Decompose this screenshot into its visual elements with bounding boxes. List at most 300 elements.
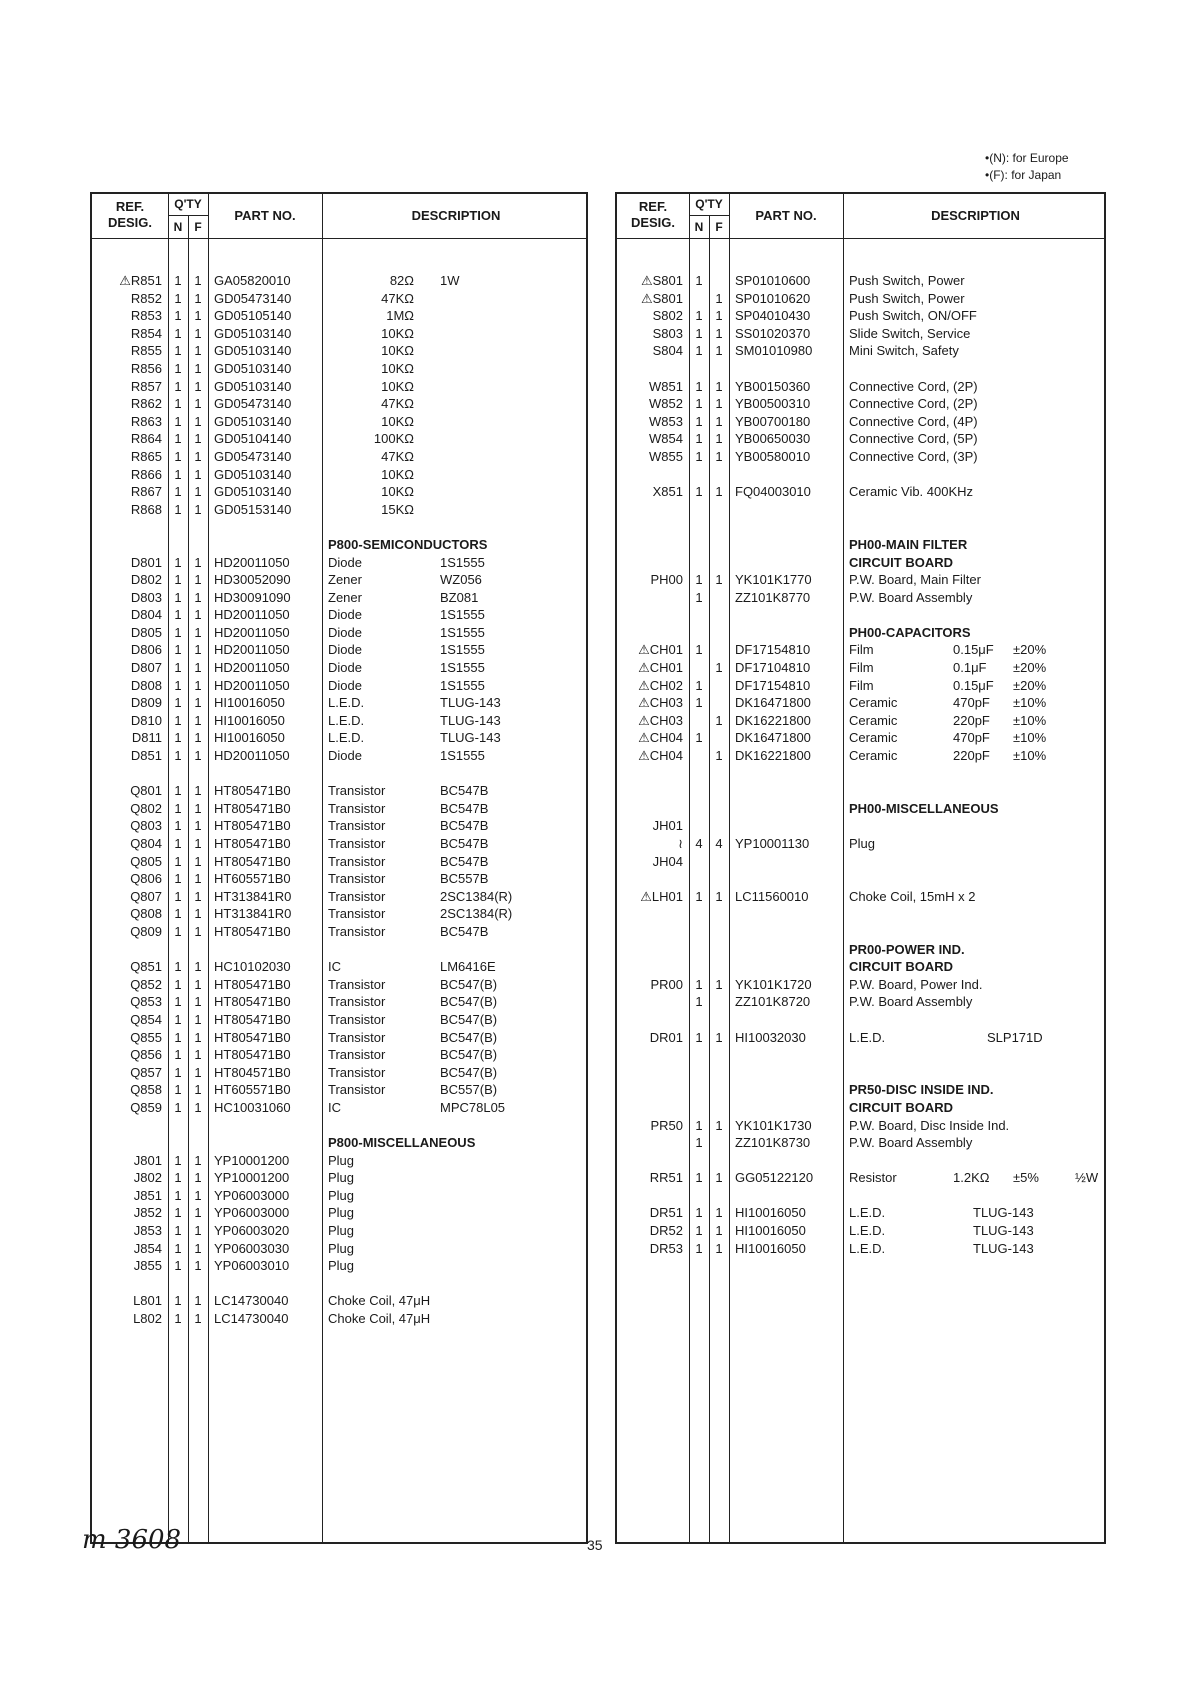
cell-f: 1: [194, 1170, 202, 1186]
table-row: [92, 1257, 586, 1275]
header-f: F: [194, 220, 202, 234]
cell-part: HT805471B0: [214, 818, 291, 834]
cell-n: 1: [695, 642, 703, 658]
cell-n: 1: [695, 572, 703, 588]
cell-d2: 2SC1384(R): [440, 906, 513, 922]
cell-d2: BC547B: [440, 818, 489, 834]
cell-d2: BC547(B): [440, 1047, 498, 1063]
table-row: [92, 448, 586, 466]
cell-ref: J854: [133, 1240, 162, 1256]
cell-f: 1: [194, 431, 202, 447]
cell-f: 1: [194, 959, 202, 975]
cell-d1: Transistor: [328, 888, 386, 904]
cell-part: LC14730040: [214, 1293, 289, 1309]
cell-d1: Slide Switch, Service: [849, 325, 971, 341]
cell-n: 1: [174, 360, 182, 376]
cell-ref: ⚠CH01: [638, 642, 683, 658]
cell-part: ZZ101K8770: [735, 589, 811, 605]
cell-f: 1: [715, 712, 723, 728]
cell-d1: Film: [849, 677, 874, 693]
cell-part: DK16221800: [735, 748, 811, 764]
table-row: [617, 518, 1104, 536]
table-row: [92, 1081, 586, 1099]
table-row: [92, 677, 586, 695]
cell-sec: PH00-MAIN FILTER: [849, 536, 968, 552]
table-row: [617, 360, 1104, 378]
table-row: [617, 571, 1104, 589]
cell-d2: 1S1555: [440, 624, 485, 640]
cell-f: 1: [194, 466, 202, 482]
cell-ref: Q805: [130, 853, 162, 869]
table-row: [617, 466, 1104, 484]
cell-sec: CIRCUIT BOARD: [849, 1099, 953, 1115]
table-row: [92, 976, 586, 994]
header-qty: Q'TY: [174, 197, 202, 211]
cell-f: 1: [715, 343, 723, 359]
table-row: [92, 1275, 586, 1293]
cell-n: 1: [174, 836, 182, 851]
table-row: [92, 325, 586, 343]
cell-d1: Film: [849, 642, 874, 658]
cell-n: 1: [174, 1240, 182, 1256]
table-row: [92, 1046, 586, 1064]
table-row: [92, 1064, 586, 1082]
cell-ref: D802: [130, 572, 162, 588]
cell-d2: BC547(B): [440, 1029, 498, 1045]
cell-d2: BZ081: [440, 589, 479, 605]
cell-n: 1: [174, 783, 182, 799]
table-row: [617, 1011, 1104, 1029]
cell-sec: P800-MISCELLANEOUS: [328, 1135, 476, 1151]
cell-f: 1: [715, 431, 723, 447]
cell-f: 1: [194, 484, 202, 500]
cell-d1: Push Switch, Power: [849, 290, 965, 306]
cell-f: 1: [194, 783, 202, 799]
cell-n: 1: [174, 607, 182, 623]
table-row: [617, 659, 1104, 677]
cell-part: HT805471B0: [214, 976, 291, 992]
table-row: [617, 378, 1104, 396]
cell-f: 1: [194, 712, 202, 728]
table-row: [92, 1222, 586, 1240]
cell-n: 1: [695, 343, 703, 359]
cell-ref: ⚠CH04: [638, 748, 683, 764]
cell-ref: Q857: [130, 1064, 162, 1080]
table-row: [617, 923, 1104, 941]
cell-d2: TLUG-143: [440, 695, 501, 711]
table-row: [617, 765, 1104, 783]
cell-d3: ±20%: [1013, 677, 1047, 693]
cell-d1: Transistor: [328, 1011, 386, 1027]
cell-d2: TLUG-143: [440, 730, 501, 746]
cell-part: GD05105140: [214, 308, 292, 324]
cell-part: DK16471800: [735, 730, 811, 746]
cell-ref: ⚠CH03: [638, 712, 683, 728]
cell-ref: ⚠CH04: [638, 730, 683, 746]
cell-part: GD05103140: [214, 466, 292, 482]
cell-part: HI10016050: [735, 1223, 806, 1239]
header-f-right: F: [715, 220, 723, 234]
cell-part: GD05473140: [214, 448, 292, 464]
header-n-right: N: [694, 220, 704, 234]
table-row: [92, 1099, 586, 1117]
cell-part: YK101K1720: [735, 976, 812, 992]
table-row: [617, 1240, 1104, 1258]
cell-ref: R868: [130, 501, 162, 517]
table-row: [92, 1011, 586, 1029]
cell-f: 1: [194, 624, 202, 640]
table-row: [92, 1029, 586, 1047]
cell-ref: R855: [130, 343, 162, 359]
cell-part: FQ04003010: [735, 484, 811, 500]
cell-d1: Push Switch, ON/OFF: [849, 308, 977, 324]
table-row: [617, 1134, 1104, 1152]
cell-part: HT805471B0: [214, 1011, 291, 1027]
cell-n: 1: [174, 378, 182, 394]
table-row: [617, 1029, 1104, 1047]
cell-ref: D805: [130, 624, 162, 640]
cell-ref: W853: [649, 413, 683, 429]
cell-d1: P.W. Board Assembly: [849, 994, 973, 1010]
cell-ref: Q806: [130, 871, 162, 887]
cell-f: 1: [715, 1223, 723, 1239]
cell-n: 1: [695, 1029, 703, 1045]
table-row: [617, 325, 1104, 343]
table-row: [617, 501, 1104, 519]
cell-n: 1: [695, 308, 703, 324]
table-row: [617, 1064, 1104, 1082]
cell-f: 1: [715, 448, 723, 464]
cell-ref: R856: [130, 360, 162, 376]
cell-f: 1: [194, 730, 202, 746]
cell-part: HC10102030: [214, 959, 291, 975]
cell-d1: Plug: [328, 1152, 355, 1168]
table-row: [92, 1117, 586, 1135]
cell-ref: D804: [130, 607, 162, 623]
cell-n: 1: [174, 923, 182, 939]
cell-part: YP06003000: [214, 1187, 290, 1203]
table-row: [92, 747, 586, 765]
cell-d1: Transistor: [328, 818, 386, 834]
table-row: [92, 483, 586, 501]
cell-ref: JH01: [652, 818, 683, 834]
table-row: [92, 765, 586, 783]
cell-n: 1: [695, 1205, 703, 1221]
table-row: [617, 342, 1104, 360]
cell-d2: 470pF: [953, 695, 990, 711]
table-row: [617, 290, 1104, 308]
cell-n: 1: [695, 695, 703, 711]
cell-ref: R866: [130, 466, 162, 482]
cell-n: 1: [174, 325, 182, 341]
cell-part: HD20011050: [214, 748, 290, 764]
cell-f: 1: [194, 378, 202, 394]
header-description-right: DESCRIPTION: [931, 208, 1020, 223]
cell-d2: 1S1555: [440, 748, 485, 764]
cell-n: 1: [174, 396, 182, 412]
cell-f: 1: [194, 273, 202, 288]
cell-part: YK101K1730: [735, 1117, 812, 1133]
cell-d2: BC557(B): [440, 1082, 498, 1098]
cell-d1: L.E.D.: [328, 730, 365, 746]
cell-ref: Q807: [130, 888, 162, 904]
cell-part: YB00150360: [735, 378, 811, 394]
cell-d1: L.E.D.: [328, 695, 365, 711]
table-row: [92, 571, 586, 589]
cell-d1: Transistor: [328, 1082, 386, 1098]
cell-sec: PH00-CAPACITORS: [849, 624, 971, 640]
cell-d1: Transistor: [328, 923, 386, 939]
cell-f: 1: [194, 501, 202, 517]
cell-ref: Q853: [130, 994, 162, 1010]
cell-n: 1: [174, 1223, 182, 1239]
cell-part: GD05473140: [214, 396, 292, 412]
table-row: [92, 395, 586, 413]
cell-part: DF17154810: [735, 677, 811, 693]
cell-f: 1: [715, 748, 723, 764]
cell-ref: W854: [649, 431, 683, 447]
cell-f: 1: [194, 1011, 202, 1027]
cell-ref: J851: [133, 1187, 162, 1203]
cell-d3: ±10%: [1013, 695, 1047, 711]
cell-part: GA05820010: [214, 273, 291, 288]
cell-f: 1: [194, 1047, 202, 1063]
cell-d1: Plug: [849, 836, 876, 851]
cell-f: 1: [194, 448, 202, 464]
cell-ref: PR50: [650, 1117, 683, 1133]
table-row: [92, 360, 586, 378]
page-number: 35: [587, 1537, 603, 1553]
table-row: [92, 606, 586, 624]
cell-n: 1: [695, 730, 703, 746]
table-row: [617, 554, 1104, 572]
cell-d2: 220pF: [953, 712, 990, 728]
cell-d1: Diode: [328, 642, 362, 658]
cell-f: 1: [194, 1258, 202, 1274]
cell-n: 1: [174, 976, 182, 992]
cell-ref: X851: [652, 484, 683, 500]
cell-d1: 10KΩ: [381, 343, 414, 359]
cell-d1: 47KΩ: [381, 448, 414, 464]
table-row: [617, 800, 1104, 818]
cell-d1: 10KΩ: [381, 413, 414, 429]
cell-n: 1: [695, 994, 703, 1010]
cell-ref: R854: [130, 325, 162, 341]
cell-part: HI10016050: [214, 695, 285, 711]
cell-d2: 0.15μF: [953, 642, 994, 658]
cell-f: 1: [194, 976, 202, 992]
cell-d2: BC547(B): [440, 1011, 498, 1027]
cell-sec: PR50-DISC INSIDE IND.: [849, 1082, 994, 1098]
cell-d2: 1S1555: [440, 642, 485, 658]
cell-d1: Transistor: [328, 1029, 386, 1045]
cell-part: SS01020370: [735, 325, 811, 341]
cell-part: HT805471B0: [214, 1047, 291, 1063]
cell-d1: 100KΩ: [373, 431, 414, 447]
cell-d2: 2SC1384(R): [440, 888, 513, 904]
cell-n: 1: [174, 624, 182, 640]
cell-n: 1: [174, 888, 182, 904]
table-row: [92, 694, 586, 712]
cell-d1: Push Switch, Power: [849, 273, 965, 288]
cell-f: 1: [194, 325, 202, 341]
cell-part: SM01010980: [735, 343, 813, 359]
cell-d2: BC547B: [440, 783, 489, 799]
cell-d2: WZ056: [440, 572, 482, 588]
cell-ref: J802: [133, 1170, 162, 1186]
cell-part: HI10016050: [214, 730, 285, 746]
cell-part: DF17154810: [735, 642, 811, 658]
cell-ref: ⚠LH01: [640, 888, 683, 904]
cell-n: 1: [174, 1029, 182, 1045]
cell-d2: 1S1555: [440, 554, 485, 570]
cell-ref: DR53: [649, 1240, 683, 1256]
table-row: [92, 800, 586, 818]
cell-ref: PH00: [650, 572, 683, 588]
cell-d1: Ceramic: [849, 695, 898, 711]
table-row: [617, 272, 1104, 290]
cell-d2: BC547B: [440, 923, 489, 939]
cell-f: 1: [194, 572, 202, 588]
cell-ref: Q854: [130, 1011, 162, 1027]
table-row: [92, 888, 586, 906]
cell-d1: 82Ω: [389, 273, 414, 288]
cell-d1: L.E.D.: [328, 712, 365, 728]
cell-d1: 15KΩ: [381, 501, 414, 517]
table-row: [617, 729, 1104, 747]
cell-part: HD30052090: [214, 572, 291, 588]
cell-ref: Q801: [130, 783, 162, 799]
cell-ref: J801: [133, 1152, 162, 1168]
cell-n: 1: [695, 1117, 703, 1133]
cell-d1: Zener: [328, 572, 362, 588]
table-row: [617, 976, 1104, 994]
table-row: [92, 501, 586, 519]
cell-n: 1: [695, 378, 703, 394]
header-desig-right: DESIG.: [630, 215, 676, 230]
cell-n: 1: [174, 994, 182, 1010]
table-row: [92, 870, 586, 888]
cell-n: 1: [174, 572, 182, 588]
cell-part: YB00500310: [735, 396, 811, 412]
cell-n: 1: [174, 448, 182, 464]
cell-part: HT805471B0: [214, 994, 291, 1010]
cell-d3: ±10%: [1013, 712, 1047, 728]
cell-part: SP01010620: [735, 290, 811, 306]
cell-n: 1: [174, 589, 182, 605]
cell-d1: Diode: [328, 660, 362, 676]
cell-f: 1: [194, 413, 202, 429]
table-row: [92, 835, 586, 853]
table-row: [617, 817, 1104, 835]
parts-table-right: [615, 192, 1106, 1544]
table-row: [92, 413, 586, 431]
cell-part: HC10031060: [214, 1099, 291, 1115]
cell-n: 1: [174, 554, 182, 570]
table-row: [617, 1046, 1104, 1064]
cell-d3: ±10%: [1013, 730, 1047, 746]
cell-f: 1: [194, 290, 202, 306]
cell-f: 4: [715, 836, 723, 851]
table-row: [617, 413, 1104, 431]
header-ref: REF.: [115, 199, 145, 214]
cell-f: 1: [715, 1205, 723, 1221]
table-row: [617, 1169, 1104, 1187]
cell-d1: 10KΩ: [381, 378, 414, 394]
cell-d2: TLUG-143: [973, 1240, 1034, 1256]
parts-table-left: [90, 192, 588, 1544]
cell-part: HD20011050: [214, 660, 290, 676]
cell-f: 1: [715, 1117, 723, 1133]
cell-f: 1: [715, 1029, 723, 1045]
cell-d1: Transistor: [328, 783, 386, 799]
table-row: [617, 905, 1104, 923]
cell-part: DK16471800: [735, 695, 811, 711]
cell-n: 1: [174, 501, 182, 517]
table-row: [617, 536, 1104, 554]
cell-f: 1: [715, 1240, 723, 1256]
cell-f: 1: [194, 748, 202, 764]
cell-n: 1: [695, 413, 703, 429]
cell-d1: L.E.D.: [849, 1223, 886, 1239]
cell-d1: Connective Cord, (5P): [849, 431, 978, 447]
cell-d1: Transistor: [328, 800, 386, 816]
cell-f: 1: [194, 695, 202, 711]
cell-ref: Q803: [130, 818, 162, 834]
cell-d1: Transistor: [328, 836, 386, 851]
cell-n: 1: [174, 818, 182, 834]
cell-ref: ⚠CH03: [638, 695, 683, 711]
cell-d1: Ceramic: [849, 730, 898, 746]
region-legend: [985, 150, 1069, 184]
cell-part: HT805471B0: [214, 853, 291, 869]
cell-n: 1: [174, 466, 182, 482]
cell-part: GD05473140: [214, 290, 292, 306]
cell-f: 1: [715, 572, 723, 588]
cell-n: 1: [174, 871, 182, 887]
cell-d2: BC547(B): [440, 976, 498, 992]
table-row: [92, 272, 586, 290]
table-row: [92, 1152, 586, 1170]
cell-part: HT313841R0: [214, 906, 292, 922]
table-row: [617, 395, 1104, 413]
table-row: [617, 870, 1104, 888]
table-row: [617, 1187, 1104, 1205]
cell-ref: D810: [130, 712, 162, 728]
cell-d1: Diode: [328, 607, 362, 623]
table-row: [617, 712, 1104, 730]
cell-f: 1: [194, 1223, 202, 1239]
cell-f: 1: [194, 308, 202, 324]
cell-f: 1: [194, 923, 202, 939]
cell-d1: Transistor: [328, 906, 386, 922]
table-row: [92, 378, 586, 396]
cell-n: 1: [174, 695, 182, 711]
cell-d2: 1S1555: [440, 660, 485, 676]
cell-f: 1: [194, 1311, 202, 1327]
table-row: [92, 624, 586, 642]
cell-ref: L801: [133, 1293, 162, 1309]
table-row: [617, 888, 1104, 906]
cell-n: 1: [695, 888, 703, 904]
cell-f: 1: [715, 413, 723, 429]
cell-d1: 10KΩ: [381, 466, 414, 482]
cell-d1: Choke Coil, 15mH x 2: [849, 888, 976, 904]
cell-ref: Q808: [130, 906, 162, 922]
cell-d1: P.W. Board, Power Ind.: [849, 976, 983, 992]
cell-n: 1: [174, 1258, 182, 1274]
table-row: [92, 782, 586, 800]
